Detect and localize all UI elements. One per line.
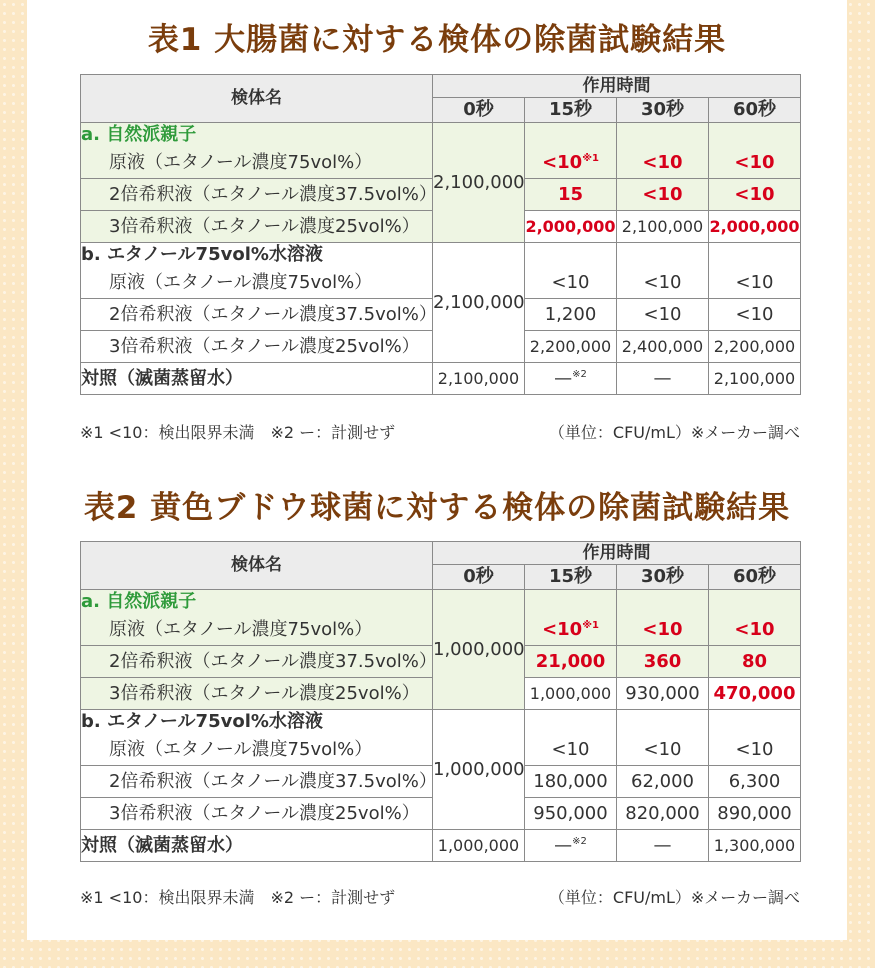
table1-note [80,420,800,443]
group-a-label: a. 自然派親子 [81,123,433,148]
table-cell: — [617,363,709,395]
table-cell: <10 [525,734,617,766]
table-cell: 890,000 [709,798,801,830]
table-row-label: 原液（エタノール濃度75vol%） [81,614,433,646]
table-cell: —$^{※2}$ [525,363,617,395]
table-cell: <10 [617,299,709,331]
table-cell: 950,000 [525,798,617,830]
table-row-label: 2倍希釈液（エタノール濃度37.5vol%） [81,179,433,211]
table-cell: 360 [617,646,709,678]
table-cell: 2,100,000 [709,363,801,395]
table-row-label: 原液（エタノール濃度75vol%） [81,734,433,766]
header-col-30s: 30秒 [617,565,709,590]
table-cell: 21,000 [525,646,617,678]
table-cell: <10 [709,147,801,179]
table-cell: 2,200,000 [525,331,617,363]
table-cell: 62,000 [617,766,709,798]
header-col-60s: 60秒 [709,98,801,123]
table1 [80,74,801,395]
table-cell: <10 [525,267,617,299]
table-row-label: 3倍希釈液（エタノール濃度25vol%） [81,331,433,363]
header-sample-name: 検体名 [81,542,433,590]
header-col-15s: 15秒 [525,98,617,123]
table-cell: 930,000 [617,678,709,710]
table-cell: 2,000,000 [709,211,801,243]
table-cell: 1,300,000 [709,830,801,862]
table-cell: 1,200 [525,299,617,331]
table-cell: $<10^{※1}$ [525,147,617,179]
group-a-base: 1,000,000 [433,590,525,710]
table-cell: 470,000 [709,678,801,710]
table-row-label: 3倍希釈液（エタノール濃度25vol%） [81,798,433,830]
table-row-label: 2倍希釈液（エタノール濃度37.5vol%） [81,299,433,331]
control-label: 対照（滅菌蒸留水） [81,363,433,395]
table-cell: <10 [617,179,709,211]
table-cell: 2,100,000 [617,211,709,243]
unit-note: （単位：CFU/mL）※メーカー調べ [548,423,800,442]
table-row-label: 2倍希釈液（エタノール濃度37.5vol%） [81,646,433,678]
table-cell: <10 [709,267,801,299]
table-cell: <10 [617,614,709,646]
table-cell: $<10^{※1}$ [525,614,617,646]
header-time: 作用時間 [433,75,801,98]
table-row-label: 原液（エタノール濃度75vol%） [81,147,433,179]
table-cell: 1,000,000 [525,678,617,710]
control-label: 対照（滅菌蒸留水） [81,830,433,862]
table1-title: 表1 大腸菌に対する検体の除菌試験結果 [147,22,727,58]
unit-note: （単位：CFU/mL）※メーカー調べ [548,888,800,907]
table-row-label: 3倍希釈液（エタノール濃度25vol%） [81,678,433,710]
table-cell: <10 [617,147,709,179]
table-cell: 2,000,000 [525,211,617,243]
header-sample-name: 検体名 [81,75,433,123]
table-cell: <10 [709,614,801,646]
group-b-label: b. エタノール75vol%水溶液 [81,243,433,268]
table-cell: <10 [709,299,801,331]
table-cell: <10 [617,734,709,766]
table-row-label: 2倍希釈液（エタノール濃度37.5vol%） [81,766,433,798]
table-cell: — [617,830,709,862]
table2-note [80,885,800,908]
table-cell: 180,000 [525,766,617,798]
table-cell: <10 [709,179,801,211]
table2 [80,541,801,862]
table-cell: 1,000,000 [433,830,525,862]
table-cell: <10 [617,267,709,299]
table-cell: 2,400,000 [617,331,709,363]
header-col-0s: 0秒 [433,98,525,123]
content-card [27,0,847,940]
table-cell: 80 [709,646,801,678]
table-cell: —$^{※2}$ [525,830,617,862]
group-b-base: 1,000,000 [433,710,525,830]
header-col-30s: 30秒 [617,98,709,123]
footnote: ※1 <10：検出限界未満 ※2 ー：計測せず [80,888,396,907]
table-cell: 15 [525,179,617,211]
header-col-15s: 15秒 [525,565,617,590]
table-row-label: 3倍希釈液（エタノール濃度25vol%） [81,211,433,243]
header-time: 作用時間 [433,542,801,565]
header-col-60s: 60秒 [709,565,801,590]
table-cell: <10 [709,734,801,766]
header-col-0s: 0秒 [433,565,525,590]
table-cell: 6,300 [709,766,801,798]
table-cell: 2,200,000 [709,331,801,363]
group-a-base: 2,100,000 [433,123,525,243]
table2-title: 表2 黄色ブドウ球菌に対する検体の除菌試験結果 [83,490,791,526]
group-a-label: a. 自然派親子 [81,590,433,615]
group-b-base: 2,100,000 [433,243,525,363]
table-cell: 2,100,000 [433,363,525,395]
table-row-label: 原液（エタノール濃度75vol%） [81,267,433,299]
group-b-label: b. エタノール75vol%水溶液 [81,710,433,735]
footnote: ※1 <10：検出限界未満 ※2 ー：計測せず [80,423,396,442]
table-cell: 820,000 [617,798,709,830]
